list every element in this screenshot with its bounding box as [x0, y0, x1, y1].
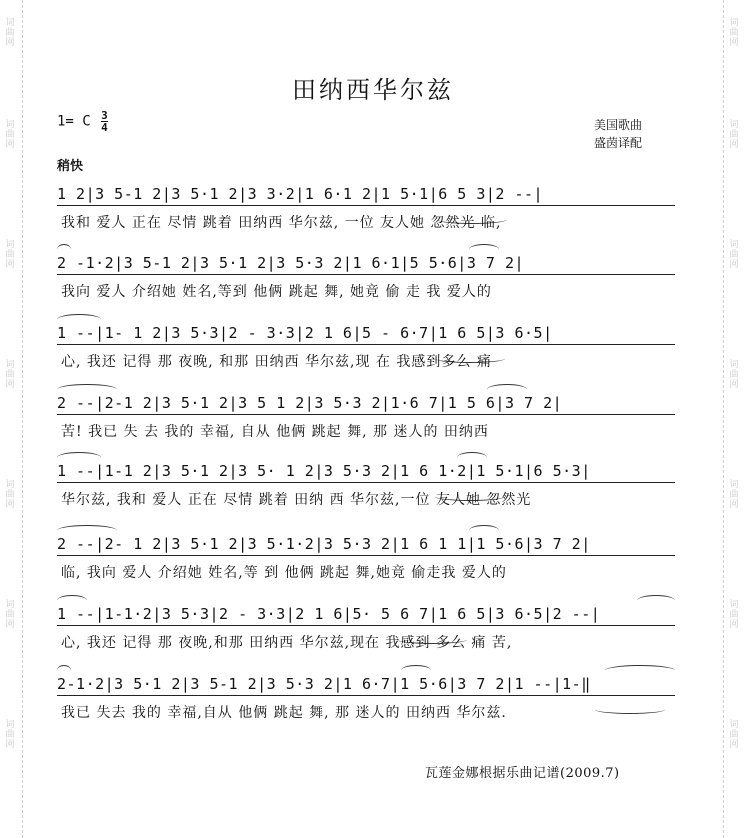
notation-line: 2 --|2- 1 2|3 5·1 2|3 5·1·2|3 5·3 2|1 6 1 1|1 5·6|3 7 2| [57, 535, 591, 553]
lyric-line: 心, 我还 记得 那 夜晚,和那 田纳西 华尔兹,现在 我感到 多么 痛 苦, [61, 635, 513, 651]
left-margin-strip [0, 0, 23, 838]
watermark: 词曲网 [5, 600, 15, 630]
notation-line: 2-1·2|3 5·1 2|3 5-1 2|3 5·3 2|1 6·7|1 5·6|3 7 2|1 --|1-‖ [57, 675, 591, 693]
credits [594, 116, 642, 152]
key-label: 1= C [57, 113, 91, 130]
watermark: 词曲网 [5, 120, 15, 150]
notation-line: 1 2|3 5-1 2|3 5·1 2|3 3·2|1 6·1 2|1 5·1|6 5 3|2 --| [57, 185, 544, 203]
underline-beam [57, 695, 675, 696]
underline-beam [57, 625, 675, 626]
lyric-line: 临, 我向 爱人 介绍她 姓名,等 到 他俩 跳起 舞,她竟 偷走我 爱人的 [61, 565, 507, 581]
time-numerator: 3 [101, 109, 108, 122]
notation-line: 2 -1·2|3 5-1 2|3 5·1 2|3 5·3 2|1 6·1|5 5·6|3 7 2| [57, 254, 525, 272]
underline-beam [57, 555, 675, 556]
tie [57, 244, 71, 255]
underline-beam [57, 205, 675, 206]
right-margin-strip [723, 0, 746, 838]
credit-origin: 美国歌曲 [594, 118, 643, 132]
notation-line: 1 --|1-1·2|3 5·3|2 - 3·3|2 1 6|5· 5 6 7|1 6 5|3 6·5|2 --| [57, 605, 601, 623]
lyric-line: 我已 失去 我的 幸福,自从 他俩 跳起 舞, 那 迷人的 田纳西 华尔兹. [61, 705, 507, 721]
watermark: 词曲网 [5, 720, 15, 750]
lyric-line: 心, 我还 记得 那 夜晚, 和那 田纳西 华尔兹,现 在 我感到多么 痛 [61, 354, 492, 370]
slur [401, 665, 431, 676]
tempo-marking: 稍快 [57, 159, 84, 174]
credit-translator: 盛茵译配 [594, 136, 643, 150]
time-denominator: 4 [101, 121, 108, 134]
underline-beam [57, 482, 675, 483]
lyric-line: 华尔兹, 我和 爱人 正在 尽情 跳着 田纳 西 华尔兹,一位 友人她 忽然光 [61, 492, 532, 508]
tie [57, 665, 71, 676]
slur [595, 705, 665, 714]
watermark: 词曲网 [729, 480, 739, 510]
watermark: 词曲网 [5, 360, 15, 390]
underline-beam [57, 274, 675, 275]
watermark: 词曲网 [729, 360, 739, 390]
time-signature [101, 110, 108, 133]
notation-line: 2 --|2-1 2|3 5·1 2|3 5 1 2|3 5·3 2|1·6 7|1 5 6|3 7 2| [57, 394, 563, 412]
tie [637, 595, 675, 606]
song-title: 田纳西华尔兹 [292, 76, 454, 104]
slur [469, 244, 499, 255]
tie [57, 384, 117, 395]
slur [469, 525, 499, 536]
underline-beam [57, 344, 675, 345]
lyric-line: 我向 爱人 介绍她 姓名,等到 他俩 跳起 舞, 她竟 偷 走 我 爱人的 [61, 284, 492, 300]
watermark: 词曲网 [5, 18, 15, 48]
watermark: 词曲网 [729, 120, 739, 150]
tie [57, 452, 101, 463]
watermark: 词曲网 [729, 18, 739, 48]
watermark: 词曲网 [729, 600, 739, 630]
notation-line: 1 --|1-1 2|3 5·1 2|3 5· 1 2|3 5·3 2|1 6 1·2|1 5·1|6 5·3| [57, 462, 591, 480]
tie [605, 665, 675, 676]
slur [487, 384, 527, 395]
lyric-line: 苦! 我已 失 去 我的 幸福, 自从 他俩 跳起 舞, 那 迷人的 田纳西 [61, 424, 489, 440]
slur [457, 452, 487, 463]
tie [57, 525, 117, 536]
lyric-line: 我和 爱人 正在 尽情 跳着 田纳西 华尔兹, 一位 友人她 忽然光 临, [61, 215, 502, 231]
key-signature [57, 110, 108, 133]
transcription-note: 瓦莲金娜根据乐曲记谱(2009.7) [425, 766, 620, 781]
tie [57, 314, 101, 325]
notation-line: 1 --|1- 1 2|3 5·3|2 - 3·3|2 1 6|5 - 6·7|1 6 5|3 6·5| [57, 324, 553, 342]
tie [57, 595, 87, 606]
underline-beam [57, 414, 675, 415]
watermark: 词曲网 [729, 720, 739, 750]
watermark: 词曲网 [5, 240, 15, 270]
watermark: 词曲网 [729, 240, 739, 270]
watermark: 词曲网 [5, 480, 15, 510]
